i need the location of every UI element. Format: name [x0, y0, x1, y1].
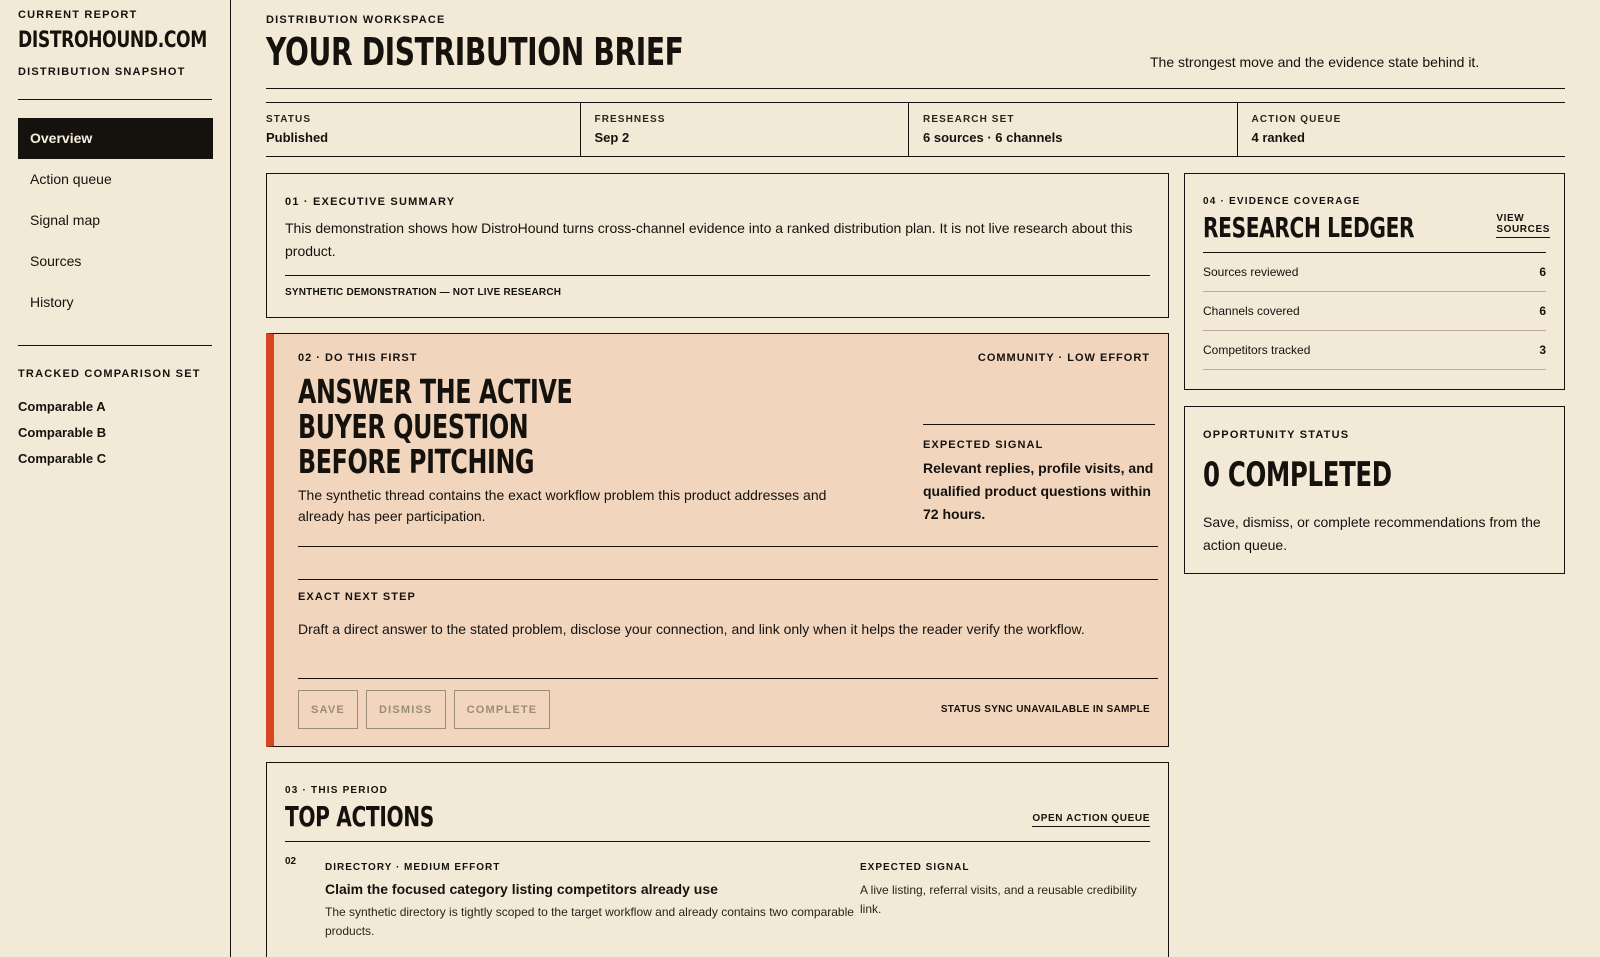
stat-label: RESEARCH SET — [923, 114, 1015, 125]
nav-item-overview[interactable]: Overview — [18, 118, 213, 159]
next-step-text: Draft a direct answer to the stated problem, disclose your connection, and link only when it helps the reader verify the workflow. — [298, 621, 1085, 637]
recommendation-description: The synthetic thread contains the exact workflow problem this product addresses and already has peer participation. — [298, 487, 827, 524]
header-divider — [266, 88, 1565, 89]
ledger-row — [1203, 331, 1546, 370]
action-row[interactable] — [285, 856, 1150, 941]
expected-signal — [923, 424, 1155, 526]
sidebar — [0, 0, 231, 957]
brand-name: DISTROHOUND.COM — [18, 28, 207, 53]
ledger-label: Competitors tracked — [1203, 343, 1311, 357]
comparison-set-title: TRACKED COMPARISON SET — [18, 368, 201, 380]
ledger-value: 6 — [1539, 304, 1546, 318]
recommendation-title — [298, 374, 911, 479]
ledger-label: Sources reviewed — [1203, 265, 1299, 279]
action-meta: DIRECTORY · MEDIUM EFFORT — [325, 862, 501, 873]
section-eyebrow: 03 · THIS PERIOD — [285, 785, 389, 796]
ledger-label: Channels covered — [1203, 304, 1300, 318]
nav-item-sources[interactable]: Sources — [30, 253, 82, 269]
stat-value: 6 sources · 6 channels — [923, 130, 1063, 145]
synthetic-disclaimer: SYNTHETIC DEMONSTRATION — NOT LIVE RESEARCH — [285, 287, 562, 298]
section-eyebrow: 01 · EXECUTIVE SUMMARY — [285, 196, 456, 208]
next-step-label: EXACT NEXT STEP — [298, 591, 416, 603]
nav-item-action-queue[interactable]: Action queue — [30, 171, 112, 187]
comparable-item-c[interactable]: Comparable C — [18, 451, 107, 466]
nav-item-history[interactable]: History — [30, 294, 74, 310]
top-actions-card — [266, 762, 1169, 957]
stat-action-queue — [1237, 103, 1566, 156]
recommendation-actions — [298, 690, 550, 729]
section-eyebrow: 04 · EVIDENCE COVERAGE — [1203, 196, 1361, 207]
comparable-item-b[interactable]: Comparable B — [18, 425, 107, 440]
brand-subtitle: DISTRIBUTION SNAPSHOT — [18, 66, 186, 78]
nav-item-signal-map[interactable]: Signal map — [30, 212, 101, 228]
opportunity-text: Save, dismiss, or complete recommendations from the action queue. — [1203, 514, 1541, 553]
sidebar-divider — [18, 345, 212, 346]
stats-bar — [266, 102, 1565, 157]
executive-summary-text: This demonstration shows how DistroHound turns cross-channel evidence into a ranked distribution plan. It is not live research about this product. — [285, 220, 1133, 259]
title-line: BUYER QUESTION — [298, 407, 529, 446]
divider — [298, 678, 1158, 679]
sidebar-nav — [18, 118, 213, 323]
research-ledger-card — [1184, 173, 1565, 390]
action-rank: 02 — [285, 856, 297, 867]
title-line: BEFORE PITCHING — [298, 442, 535, 481]
divider — [285, 275, 1150, 276]
status-sync-note: STATUS SYNC UNAVAILABLE IN SAMPLE — [940, 704, 1150, 715]
comparison-list — [18, 394, 106, 472]
sidebar-eyebrow: CURRENT REPORT — [18, 9, 138, 21]
stat-value: 4 ranked — [1251, 130, 1305, 145]
section-title: RESEARCH LEDGER — [1203, 211, 1415, 244]
do-this-first-card — [266, 333, 1169, 747]
ledger-row — [1203, 253, 1546, 292]
stat-freshness — [580, 103, 909, 156]
section-eyebrow: OPPORTUNITY STATUS — [1203, 429, 1350, 441]
workspace-eyebrow: DISTRIBUTION WORKSPACE — [266, 14, 446, 26]
expected-signal-text: Relevant replies, profile visits, and qualified product questions within 72 hours. — [923, 460, 1154, 522]
divider — [285, 841, 1150, 842]
channel-effort-badge: COMMUNITY · LOW EFFORT — [977, 352, 1150, 364]
complete-button[interactable]: COMPLETE — [454, 690, 551, 729]
comparable-item-a[interactable]: Comparable A — [18, 399, 106, 414]
title-line: ANSWER THE ACTIVE — [298, 372, 573, 411]
stat-status — [266, 103, 580, 156]
sidebar-divider — [18, 99, 212, 100]
view-sources-link[interactable]: VIEW SOURCES — [1496, 213, 1550, 238]
divider — [298, 579, 1158, 580]
page-subtitle: The strongest move and the evidence state behind it. — [1150, 54, 1480, 70]
stat-label: FRESHNESS — [594, 114, 666, 125]
divider — [298, 546, 1158, 547]
completed-count: 0 COMPLETED — [1203, 455, 1392, 495]
stat-research-set — [908, 103, 1237, 156]
open-action-queue-link[interactable]: OPEN ACTION QUEUE — [1032, 813, 1150, 827]
stat-label: ACTION QUEUE — [1251, 114, 1342, 125]
ledger-value: 6 — [1539, 265, 1546, 279]
save-button[interactable]: SAVE — [298, 690, 358, 729]
opportunity-status-card — [1184, 406, 1565, 574]
expected-signal-text: A live listing, referral visits, and a reusable credibility link. — [860, 883, 1137, 916]
page-title: YOUR DISTRIBUTION BRIEF — [266, 30, 684, 74]
stat-value: Sep 2 — [594, 130, 630, 145]
action-title: Claim the focused category listing competitors already use — [325, 881, 718, 897]
section-eyebrow: 02 · DO THIS FIRST — [298, 352, 418, 364]
dismiss-button[interactable]: DISMISS — [366, 690, 446, 729]
stat-label: STATUS — [266, 114, 312, 125]
section-title: TOP ACTIONS — [285, 800, 434, 833]
executive-summary-card — [266, 173, 1169, 318]
stat-value: Published — [266, 130, 329, 145]
action-description: The synthetic directory is tightly scoped to the target workflow and already contains two comparable products. — [325, 905, 854, 938]
expected-signal-label: EXPECTED SIGNAL — [860, 862, 970, 873]
ledger-row — [1203, 292, 1546, 331]
expected-signal-label: EXPECTED SIGNAL — [923, 439, 1044, 451]
ledger-value: 3 — [1539, 343, 1546, 357]
